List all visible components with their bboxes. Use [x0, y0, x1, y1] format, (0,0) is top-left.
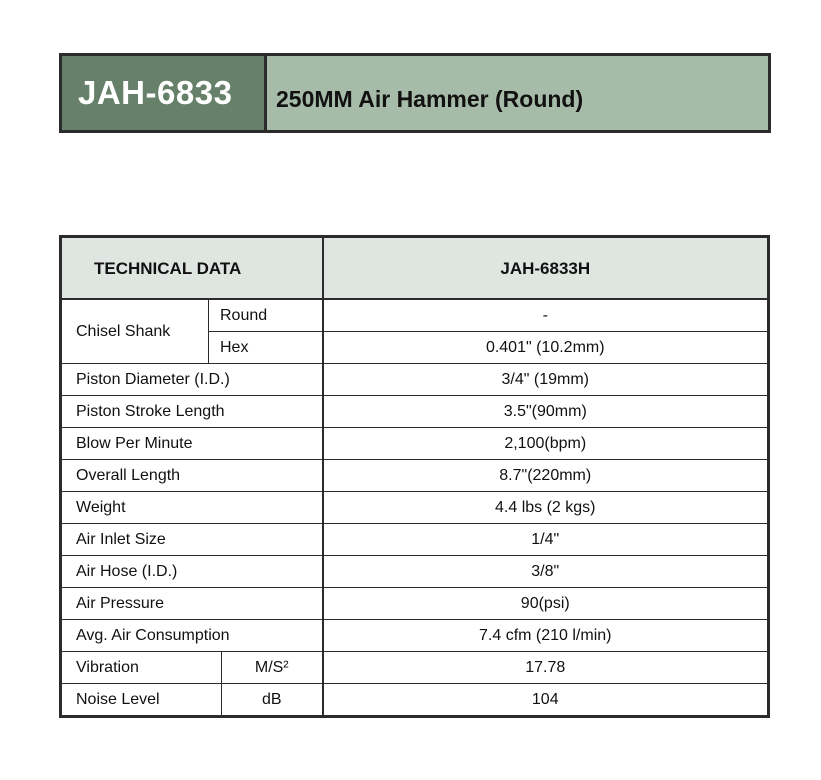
- row-label: Air Inlet Size: [61, 524, 323, 556]
- technical-data-heading: TECHNICAL DATA: [61, 237, 323, 300]
- title-bar: [59, 53, 771, 133]
- technical-data-table: [59, 235, 770, 718]
- table-row: [61, 620, 769, 652]
- row-value: 3/8": [323, 556, 769, 588]
- table-row: [61, 492, 769, 524]
- row-label: Blow Per Minute: [61, 428, 323, 460]
- vibration-value: 17.78: [323, 652, 769, 684]
- table-header-row: [61, 237, 769, 300]
- row-label: Piston Stroke Length: [61, 396, 323, 428]
- table-row: [61, 299, 769, 332]
- row-value: 7.4 cfm (210 l/min): [323, 620, 769, 652]
- table-row: [61, 588, 769, 620]
- table-row: [61, 556, 769, 588]
- row-value: 2,100(bpm): [323, 428, 769, 460]
- row-label: Overall Length: [61, 460, 323, 492]
- row-value: 1/4": [323, 524, 769, 556]
- vibration-unit: M/S²: [222, 652, 323, 684]
- row-label: Piston Diameter (I.D.): [61, 364, 323, 396]
- table-row: [61, 364, 769, 396]
- product-name: 250MM Air Hammer (Round): [276, 85, 584, 112]
- row-label: Air Pressure: [61, 588, 323, 620]
- vibration-label: Vibration: [61, 652, 222, 684]
- row-value: 4.4 lbs (2 kgs): [323, 492, 769, 524]
- row-value: 90(psi): [323, 588, 769, 620]
- table-row: [61, 652, 769, 684]
- row-value: 8.7"(220mm): [323, 460, 769, 492]
- row-label: Weight: [61, 492, 323, 524]
- chisel-hex-label: Hex: [209, 332, 323, 364]
- table-row: [61, 524, 769, 556]
- chisel-hex-value: 0.401" (10.2mm): [323, 332, 769, 364]
- chisel-round-value: -: [323, 299, 769, 332]
- noise-level-value: 104: [323, 684, 769, 717]
- model-number: JAH-6833: [62, 56, 267, 130]
- noise-level-label: Noise Level: [61, 684, 222, 717]
- chisel-round-label: Round: [209, 299, 323, 332]
- model-column-heading: JAH-6833H: [323, 237, 769, 300]
- row-label: Air Hose (I.D.): [61, 556, 323, 588]
- chisel-shank-label: Chisel Shank: [61, 299, 209, 364]
- table-row: [61, 396, 769, 428]
- row-label: Avg. Air Consumption: [61, 620, 323, 652]
- table-row: [61, 460, 769, 492]
- table-row: [61, 684, 769, 717]
- row-value: 3.5"(90mm): [323, 396, 769, 428]
- row-value: 3/4" (19mm): [323, 364, 769, 396]
- noise-level-unit: dB: [222, 684, 323, 717]
- table-row: [61, 428, 769, 460]
